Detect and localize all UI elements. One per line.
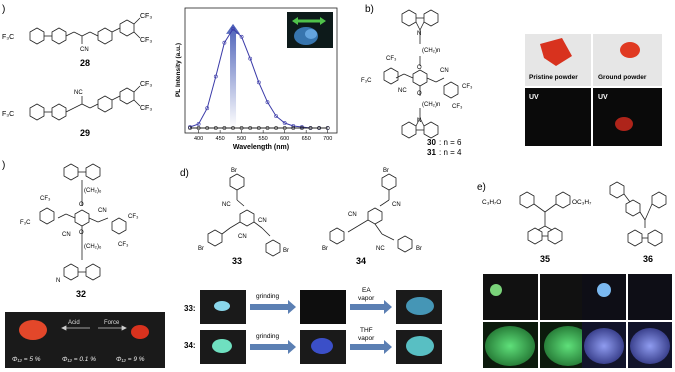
cf3-30c: CF₃ bbox=[452, 104, 463, 110]
ch2n-30b: (CH₂)n bbox=[422, 102, 441, 108]
cf3-29b: CF₃ bbox=[140, 105, 153, 112]
cn-30a: CN bbox=[440, 68, 449, 74]
x-tick-label: 600 bbox=[280, 136, 290, 142]
compound-30: 30 bbox=[427, 138, 436, 147]
nc-34: NC bbox=[376, 246, 385, 252]
cn-34b: CN bbox=[348, 212, 357, 218]
molecule-36 bbox=[610, 182, 666, 246]
c3h7o-label: C₃H₇O bbox=[482, 199, 502, 206]
molecule-28 bbox=[30, 18, 140, 44]
row-label-34: 34: bbox=[184, 341, 196, 350]
molecule-33 bbox=[208, 174, 280, 256]
compound-29: 29 bbox=[80, 128, 91, 138]
f3c-28: F₃C bbox=[2, 34, 15, 41]
photo-grid-35 bbox=[483, 274, 594, 368]
cn-32a: CN bbox=[98, 208, 107, 214]
o-32a: O bbox=[79, 202, 84, 208]
ground-red-powder bbox=[620, 42, 640, 58]
cn-32b: CN bbox=[62, 232, 71, 238]
x-tick-label: 550 bbox=[258, 136, 268, 142]
nc-29: NC bbox=[74, 90, 83, 96]
compound-34: 34 bbox=[356, 256, 367, 266]
o-32b: O bbox=[79, 230, 84, 236]
o-30a: O bbox=[417, 65, 422, 71]
nc-30: NC bbox=[398, 88, 407, 94]
chart-ylabel: PL Intensity (a.u.) bbox=[175, 42, 182, 98]
compound-32: 32 bbox=[76, 289, 87, 299]
phi-label-3: Φ₁₂ = 9 % bbox=[116, 356, 145, 363]
compound-33: 33 bbox=[232, 256, 243, 266]
arrow-grinding-1-icon bbox=[250, 300, 296, 314]
ch26-32a: (CH₂)₆ bbox=[84, 188, 102, 194]
f3c-29: F₃C bbox=[2, 111, 15, 118]
red-emission-1 bbox=[19, 320, 47, 340]
row-label-33: 33: bbox=[184, 304, 196, 313]
photo-grid-b bbox=[525, 34, 662, 146]
ea-vapor-label: vapor bbox=[358, 295, 375, 302]
cf3-32b: CF₃ bbox=[128, 214, 139, 220]
force-label: Force bbox=[104, 320, 120, 326]
br-33b: Br bbox=[198, 246, 204, 252]
panel-e-label: e) bbox=[477, 182, 486, 193]
molecule-34 bbox=[330, 174, 412, 252]
phi-label-1: Φ₁₂ = 5 % bbox=[12, 356, 41, 363]
nc-33: NC bbox=[222, 202, 231, 208]
thf-label: THF bbox=[360, 327, 373, 334]
cf3-32c: CF₃ bbox=[118, 242, 129, 248]
cf3-30b: CF₃ bbox=[462, 84, 473, 90]
molecule-29 bbox=[30, 86, 140, 120]
thf-vapor-label: vapor bbox=[358, 335, 375, 342]
chart-xlabel: Wavelength (nm) bbox=[232, 144, 290, 151]
compound-30-n: : n = 6 bbox=[439, 138, 462, 147]
br-34b: Br bbox=[322, 246, 328, 252]
cn-34a: CN bbox=[392, 202, 401, 208]
compound-28: 28 bbox=[80, 58, 91, 68]
f3c-30: F₃C bbox=[361, 78, 372, 84]
cf3-28a: CF₃ bbox=[140, 13, 153, 20]
cf3-30a: CF₃ bbox=[386, 56, 397, 62]
compound-31-n: : n = 4 bbox=[439, 148, 462, 157]
x-tick-label: 400 bbox=[194, 136, 204, 142]
arrow-vapor-1-icon bbox=[350, 300, 392, 314]
o-30b: O bbox=[417, 91, 422, 97]
n-30b: N bbox=[417, 118, 422, 124]
x-tick-label: 700 bbox=[323, 136, 333, 142]
pristine-label: Pristine powder bbox=[529, 74, 578, 81]
x-tick-label: 650 bbox=[301, 136, 311, 142]
grinding-label-1: grinding bbox=[256, 293, 280, 300]
arrow-vapor-2-icon bbox=[350, 340, 392, 354]
panel-c-label: ) bbox=[2, 160, 6, 171]
red-emission-2 bbox=[131, 325, 149, 339]
panel-a-label: ) bbox=[2, 4, 6, 15]
x-tick-label: 450 bbox=[215, 136, 225, 142]
acid-label: Acid bbox=[68, 320, 80, 326]
phi-label-2: Φ₁₂ = 0.1 % bbox=[62, 356, 96, 363]
f3c-32: F₃C bbox=[20, 220, 31, 226]
ch26-32b: (CH₂)₆ bbox=[84, 244, 102, 250]
photo-33-ground bbox=[300, 290, 346, 324]
oc3h7-label: OC₃H₇ bbox=[572, 199, 592, 206]
uv-red-emission bbox=[615, 117, 633, 131]
ground-label: Ground powder bbox=[598, 74, 647, 81]
br-34c: Br bbox=[416, 246, 422, 252]
cn-28: CN bbox=[80, 47, 89, 53]
ea-label: EA bbox=[362, 287, 371, 294]
n-32: N bbox=[56, 278, 61, 284]
compound-31: 31 bbox=[427, 148, 436, 157]
cf3-28b: CF₃ bbox=[140, 37, 153, 44]
molecule-32 bbox=[40, 164, 126, 280]
photo-grid-36 bbox=[582, 274, 672, 368]
molecule-35 bbox=[520, 192, 570, 244]
br-34a: Br bbox=[383, 168, 389, 174]
cf3-32a: CF₃ bbox=[40, 196, 51, 202]
compound-35: 35 bbox=[540, 254, 551, 264]
cf3-29a: CF₃ bbox=[140, 81, 153, 88]
arrow-grinding-2-icon bbox=[250, 340, 296, 354]
br-33c: Br bbox=[283, 248, 289, 254]
cn-33b: CN bbox=[258, 218, 267, 224]
cn-33a: CN bbox=[238, 234, 247, 240]
ch2n-30a: (CH₂)n bbox=[422, 48, 441, 54]
grinding-label-2: grinding bbox=[256, 333, 280, 340]
panel-b-label: b) bbox=[365, 4, 374, 15]
uv-label-1: UV bbox=[529, 94, 539, 101]
uv-label-2: UV bbox=[598, 94, 608, 101]
br-33a: Br bbox=[231, 168, 237, 174]
x-tick-label: 500 bbox=[237, 136, 247, 142]
n-30a: N bbox=[417, 31, 422, 37]
pl-chart bbox=[175, 8, 337, 151]
compound-36: 36 bbox=[643, 254, 654, 264]
panel-d-label: d) bbox=[180, 168, 189, 179]
